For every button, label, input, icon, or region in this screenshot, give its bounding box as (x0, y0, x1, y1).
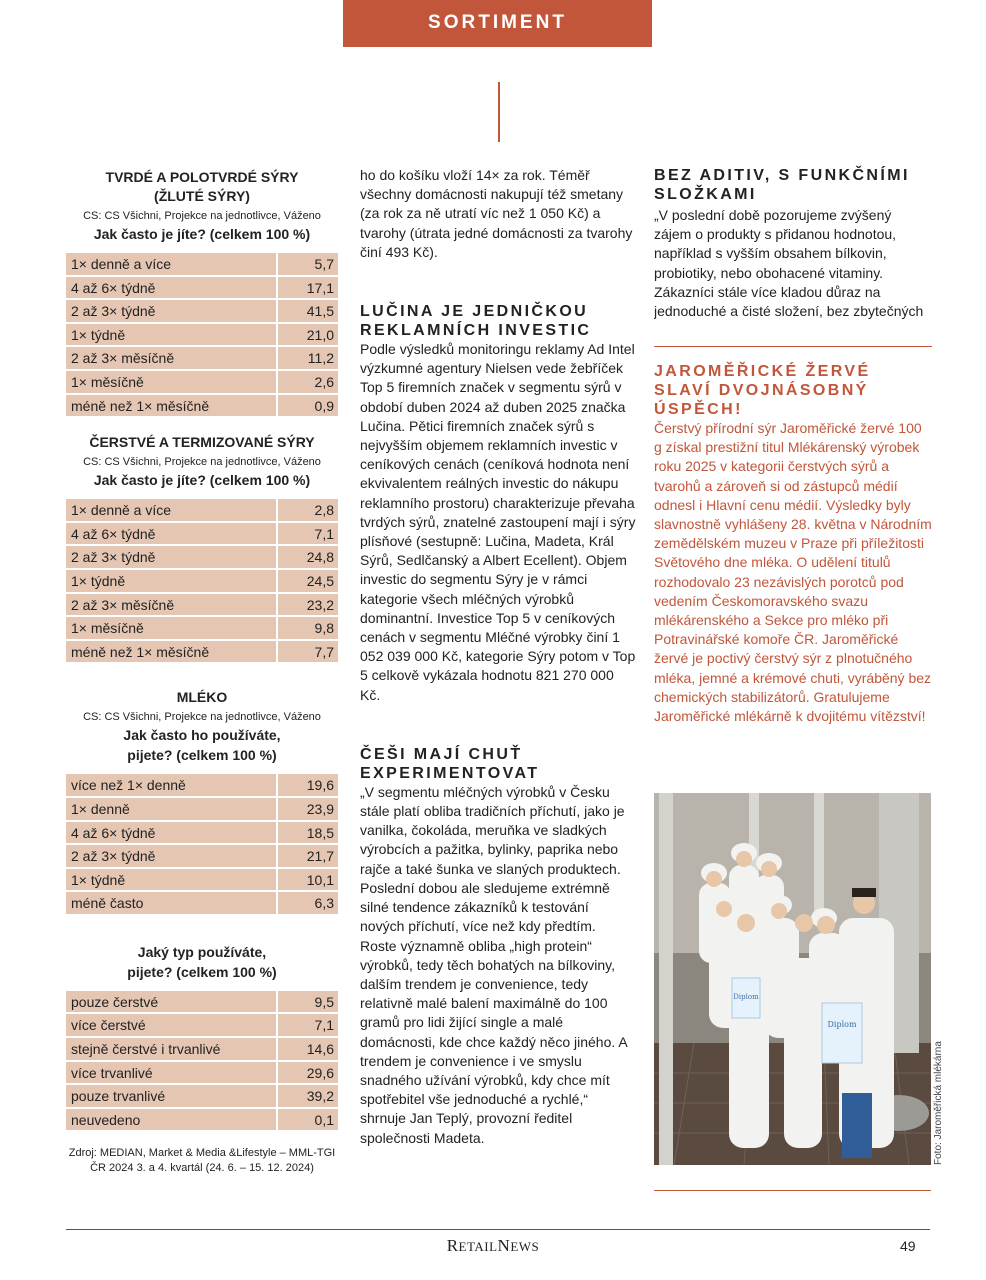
table-row (66, 395, 338, 419)
row-value: 24,8 (306, 549, 334, 566)
logo-part: R (446, 1236, 459, 1255)
section-heading: ČEŠI MAJÍ CHUŤ EXPERIMENTOVAT (360, 745, 540, 782)
table-row (66, 1085, 338, 1109)
row-label: 4 až 6× týdně (66, 523, 278, 545)
divider (654, 346, 932, 347)
table-row (66, 617, 338, 641)
divider (654, 1190, 931, 1191)
row-label: 1× týdně (66, 570, 278, 592)
row-label: 2 až 3× měsíčně (66, 347, 278, 369)
table-row (66, 499, 338, 523)
row-label: méně než 1× měsíčně (66, 395, 278, 417)
row-label: neuvedeno (66, 1109, 278, 1131)
section-heading: LUČINA JE JEDNIČKOU REKLAMNÍCH INVESTIC (360, 303, 592, 340)
row-value: 39,2 (306, 1088, 334, 1105)
row-label: 2 až 3× týdně (66, 300, 278, 322)
diploma-text: Diplom (733, 993, 759, 1001)
row-label: méně často (66, 892, 278, 914)
row-label: více trvanlivé (66, 1062, 278, 1084)
table-source: CS: CS Všichni, Projekce na jednotlivce, Váženo (83, 456, 321, 469)
table-row (66, 822, 338, 846)
table-row (66, 892, 338, 916)
highlight-paragraph: Čerstvý přírodní sýr Jaroměřické žervé 100 g získal prestižní titul Mlékárenský výrobek roku 2025 v kategorii čerstvých sýrů a tvarohů a zároveň si od zástupců médií odnesl i Hlavní cenu médií. Výsledky byly slavnostně vyhlášeny 28. května v Národním zemědělském muzeu v Praze při příležitosti Světového dne mléka. O udělení titulů rozhodovalo 23 nezávislých porotců pod vedením Českomoravského svazu mlékárenského a Sekce pro mléko při Potravinářské komoře ČR. Jaroměřické žervé je poctivý čerstvý sýr z plnotučného mléka, jemné a krémové chuti, vyráběný bez chemických stabilizátorů. Gratulujeme Jaroměřické mlékárně k dvojitému vítězství! (654, 420, 932, 725)
table-row (66, 774, 338, 798)
table-row (66, 253, 338, 277)
highlight-heading: JAROMĚŘICKÉ ŽERVÉ SLAVÍ DVOJNÁSOBNÝ ÚSPĚCH! (654, 363, 871, 418)
table-row (66, 371, 338, 395)
row-label: více čerstvé (66, 1014, 278, 1036)
body-paragraph: „V segmentu mléčných výrobků v Česku stále platí obliba tradičních příchutí, jako je vanilka, čokoláda, meruňka ve sladkých výrobcích a pažitka, bylinky, paprika nebo rajče a také šunka ve slaných produktech. Poslední dobou ale sledujeme extrémně silné tendence zákazníků k testování nových příchutí, více než kdy předtím. Roste významně obliba „high protein“ výrobků, tedy těch bohatých na bílkoviny, dalším trendem je convenience, tedy relativně malé balení maximálně do 100 gramů pro lidi žijící single a malé domácnosti, kde chce každý něco jiného. A trendem je convenience i ve smyslu snadného užívání výrobků, kdy chce mít spotřebitel vše jednoduché a rychlé,“ shrnuje Jan Teplý, provozní ředitel společnosti Madeta. (360, 783, 627, 1146)
table-title: MLÉKO (176, 689, 228, 706)
table-row (66, 845, 338, 869)
row-value: 2,8 (314, 502, 334, 519)
team-photo (654, 793, 931, 1165)
table-row (66, 1109, 338, 1133)
row-label: 2 až 3× týdně (66, 845, 278, 867)
row-value: 29,6 (306, 1064, 334, 1081)
row-value: 41,5 (306, 303, 334, 320)
row-label: 1× týdně (66, 324, 278, 346)
row-value: 21,7 (306, 848, 334, 865)
data-table (66, 497, 338, 664)
article-column-3 (654, 166, 932, 726)
table-row (66, 869, 338, 893)
table-block-milk-type (66, 942, 338, 1133)
row-label: 1× denně a více (66, 499, 278, 521)
magazine-logo (0, 1236, 986, 1256)
row-value: 0,9 (314, 397, 334, 414)
row-label: 4 až 6× týdně (66, 277, 278, 299)
data-table (66, 251, 338, 418)
footer-rule (66, 1229, 930, 1230)
row-value: 5,7 (314, 256, 334, 272)
logo-part: N (497, 1236, 511, 1255)
row-value: 0,1 (314, 1111, 334, 1128)
team-photo-illustration (654, 793, 931, 1165)
row-value: 6,3 (314, 895, 334, 912)
data-table (66, 989, 338, 1133)
row-value: 18,5 (306, 824, 334, 841)
row-label: 1× měsíčně (66, 617, 278, 639)
table-row (66, 324, 338, 348)
diploma-text: Diplom (827, 1020, 857, 1029)
row-label: 1× denně a více (66, 253, 278, 275)
statistics-column (66, 168, 338, 1176)
row-value: 17,1 (306, 279, 334, 296)
table-row (66, 798, 338, 822)
table-row (66, 300, 338, 324)
row-value: 19,6 (306, 777, 334, 794)
table-question: Jaký typ používáte, pijete? (celkem 100 %) (127, 943, 277, 980)
table-row (66, 277, 338, 301)
table-block-hard-cheese (66, 168, 338, 418)
row-value: 23,2 (306, 596, 334, 613)
data-table (66, 772, 338, 916)
table-row (66, 523, 338, 547)
section-label: SORTIMENT (343, 0, 652, 47)
body-paragraph: „V poslední době pozorujeme zvýšený zájem o produkty s přidanou hodnotou, například s vyšším obsahem bílkovin, probiotiky, nebo obohacené vitaminy. Zákazníci stále více kladou důraz na jednoduché a čisté složení, bez zbytečných (654, 207, 924, 320)
row-value: 10,1 (306, 871, 334, 888)
row-value: 7,1 (314, 525, 334, 542)
data-source-note: Zdroj: MEDIAN, Market & Media &Lifestyle – MML-TGI ČR 2024 3. a 4. kvartál (24. 6. – 15. 12. 2024) (68, 1147, 336, 1175)
row-value: 9,5 (314, 993, 334, 1010)
table-row (66, 1062, 338, 1086)
row-label: 1× měsíčně (66, 371, 278, 393)
row-value: 24,5 (306, 572, 334, 589)
row-value: 23,9 (306, 800, 334, 817)
row-value: 7,7 (314, 643, 334, 660)
article-column-2 (360, 166, 636, 1148)
logo-part: ETAIL (458, 1239, 498, 1254)
row-value: 7,1 (314, 1017, 334, 1034)
table-row (66, 594, 338, 618)
row-value: 21,0 (306, 326, 334, 343)
row-value: 9,8 (314, 620, 334, 637)
table-row (66, 641, 338, 665)
row-label: 2 až 3× týdně (66, 546, 278, 568)
table-question: Jak často je jíte? (celkem 100 %) (93, 226, 311, 242)
row-label: více než 1× denně (66, 774, 278, 796)
row-label: 4 až 6× týdně (66, 822, 278, 844)
logo-part: EWS (510, 1239, 540, 1254)
table-question: Jak často ho používáte, pijete? (celkem 100 %) (123, 727, 281, 764)
table-source: CS: CS Všichni, Projekce na jednotlivce, Váženo (83, 711, 321, 724)
table-row (66, 1014, 338, 1038)
table-source: CS: CS Všichni, Projekce na jednotlivce, Váženo (83, 210, 321, 222)
row-label: pouze čerstvé (66, 991, 278, 1013)
row-value: 2,6 (314, 373, 334, 390)
decorative-line (498, 82, 500, 142)
table-block-milk-frequency (66, 688, 338, 916)
row-label: méně než 1× měsíčně (66, 641, 278, 663)
table-row (66, 347, 338, 371)
row-label: 1× týdně (66, 869, 278, 891)
page-number: 49 (900, 1238, 916, 1254)
table-row (66, 570, 338, 594)
row-label: 1× denně (66, 798, 278, 820)
row-label: 2 až 3× měsíčně (66, 594, 278, 616)
row-value: 14,6 (306, 1041, 334, 1058)
section-heading: BEZ ADITIV, S FUNKČNÍMI SLOŽKAMI (654, 167, 910, 203)
body-paragraph: Podle výsledků monitoringu reklamy Ad Intel výzkumné agentury Nielsen vede žebříček Top 5 firemních značek v segmentu sýrů v období duben 2024 až duben 2025 značka Lučina. Pětici firemních značek sýrů s nejvyšším objemem reklamních investic v ceníkových cenách (ceníková hodnota není ekvivalentem reálných investic do nákupu reklamního prostoru) charakterizuje převaha tvrdých sýrů, znatelné zastoupení mají i sýry plísňové (sestupně: Lučina, Madeta, Král Sýrů, Sedlčanský a Albert Ecellent). Objem investic do segmentu Sýry je v rámci kategorie všech mléčných výrobků dominantní. Investice Top 5 v ceníkových cenách v segmentu Mléčné výrobky činí 1 052 039 000 Kč, kategorie Sýry potom v Top 5 celkově vykázala hodnotu 821 270 000 Kč. (360, 341, 636, 703)
table-row (66, 546, 338, 570)
table-row (66, 991, 338, 1015)
body-paragraph: ho do košíku vloží 14× za rok. Téměř všechny domácnosti nakupují též smetany (za rok za ně utratí víc než 1 050 Kč) a tvarohy (útrata jedné domácnosti za tvarohy činí 493 Kč). (360, 167, 633, 260)
table-row (66, 1038, 338, 1062)
row-label: pouze trvanlivé (66, 1085, 278, 1107)
table-title: ČERSTVÉ A TERMIZOVANÉ SÝRY (89, 434, 315, 451)
row-value: 11,2 (307, 350, 334, 367)
photo-credit: Foto: Jaroměřická mlékárna (933, 1041, 944, 1165)
table-question: Jak často je jíte? (celkem 100 %) (93, 472, 311, 489)
table-title: TVRDÉ A POLOTVRDÉ SÝRY (ŽLUTÉ SÝRY) (105, 169, 299, 204)
row-label: stejně čerstvé i trvanlivé (66, 1038, 278, 1060)
table-block-fresh-cheese (66, 433, 338, 664)
